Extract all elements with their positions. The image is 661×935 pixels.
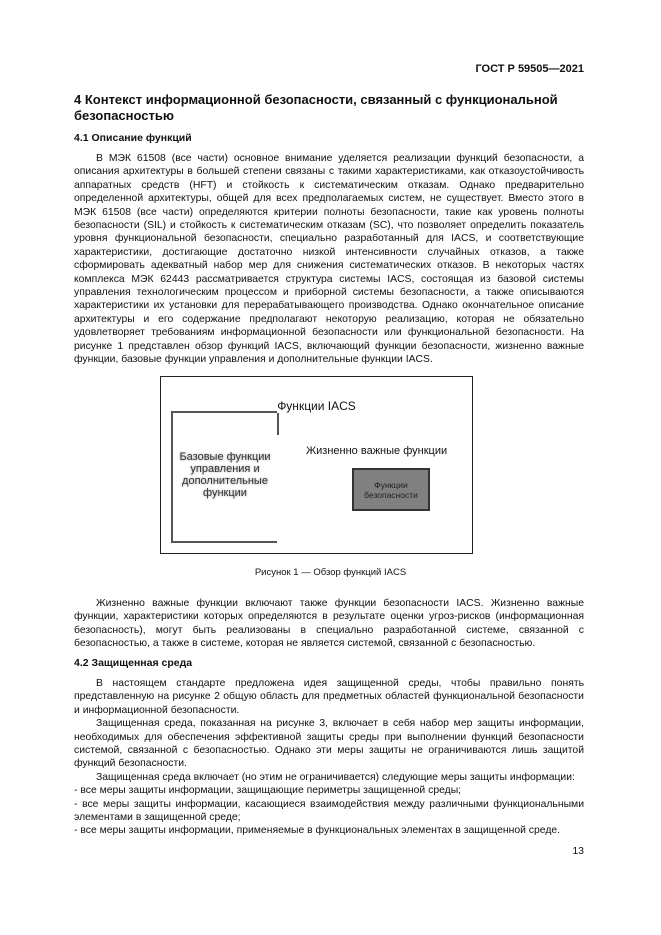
figure-1: [160, 376, 473, 554]
base-functions-box: [171, 411, 277, 543]
list-item: - все меры защиты информации, защищающие периметры защищенной среды;: [74, 785, 462, 797]
safety-functions-label: Функции безопасности: [364, 479, 418, 500]
vital-functions-label: Жизненно важные функции: [306, 445, 448, 457]
section-4-2-body: [74, 677, 584, 838]
paragraph-text: Защищенная среда, показанная на рисунке 3, включает в себя набор мер защиты информации, необходимых для обеспечения эффективной защиты среды при выполнении функций безопасности системой, связанной с безопасностью. Однако эти меры защиты не ограничиваются лишь защитой функций безопасности.: [74, 718, 584, 770]
page-number: 13: [572, 845, 584, 857]
figure-title: Функции IACS: [277, 399, 356, 413]
subsection-heading-4-2: 4.2 Защищенная среда: [74, 657, 193, 669]
paragraph: [74, 597, 584, 651]
paragraph-text: В настоящем стандарте предложена идея защищенной среды, чтобы правильно понять представленную на рисунке 2 общую область для предметных областей функциональной безопасности и информационной безопасности.: [74, 678, 584, 716]
figure-caption: Рисунок 1 — Обзор функций IACS: [254, 567, 407, 578]
list-item: - все меры защиты информации, касающиеся взаимодействия между различными функциональными элементами в защищенной среде;: [74, 798, 584, 824]
paragraph-text: В МЭК 61508 (все части) основное внимание уделяется реализации функций безопасности, а описания архитектуры в большей степени связаны с такими характеристиками, как отказоустойчивость аппаратных средств (HFT) и стойкость к систематическим отказам. Однако предварительно определенной архитектуры, общей для всех предполагаемых систем, не существует. Вместо этого в МЭК 61508 (все части) определяются критерии полноты безопасности, такие как уровень полноты безопасности (SIL) и стойкость к систематическим отказам (SC), что позволяет определить показатель уровня функциональной безопасности, специально разработанный для IACS, и соответствующие характеристики, достигающие достаточно низкой интенсивности случайных отказов, а также сформировать адекватный набор мер для снижения систематических отказов. В некоторых частях комплекса МЭК 62443 рассматривается структура системы IACS, состоящая из базовой системы управления технологическим процессом и приборной системы безопасности, а также описываются характеристики их установки для перерабатывающего производства. Однако окончательное описание архитектуры и его содержание предполагают некоторую реализацию, которая не обязательно удовлетворяет требованиям информационной безопасности или функциональной безопасности. На рисунке 1 представлен обзор функций IACS, включающий функции безопасности, жизненно важные функции, базовые функции управления и дополнительные функции IACS.: [74, 153, 584, 366]
paragraph-text: Защищенная среда включает (но этим не ограничивается) следующие меры защиты информации:: [96, 771, 575, 783]
subsection-heading-4-1: 4.1 Описание функций: [74, 132, 192, 144]
base-functions-label: Базовые функции управления и дополнительные функции: [179, 451, 271, 499]
safety-functions-box: [352, 468, 430, 511]
paragraph-text: Жизненно важные функции включают также функции безопасности IACS. Жизненно важные функции, характеристики которых определяются в результате оценки угроз-рисков (информационная безопасность), могут быть реализованы в специально разработанной системе, связанной с безопасностью, а также в системе, которая не является системой, связанной с безопасностью.: [74, 598, 584, 650]
paragraph: [74, 152, 584, 367]
list-item: - все меры защиты информации, применяемые в функциональных элементах в защищенной среде.: [74, 825, 561, 837]
section-title: 4 Контекст информационной безопасности, связанный с функциональной безопасностью: [74, 92, 558, 123]
standard-header: ГОСТ Р 59505—2021: [475, 63, 584, 75]
